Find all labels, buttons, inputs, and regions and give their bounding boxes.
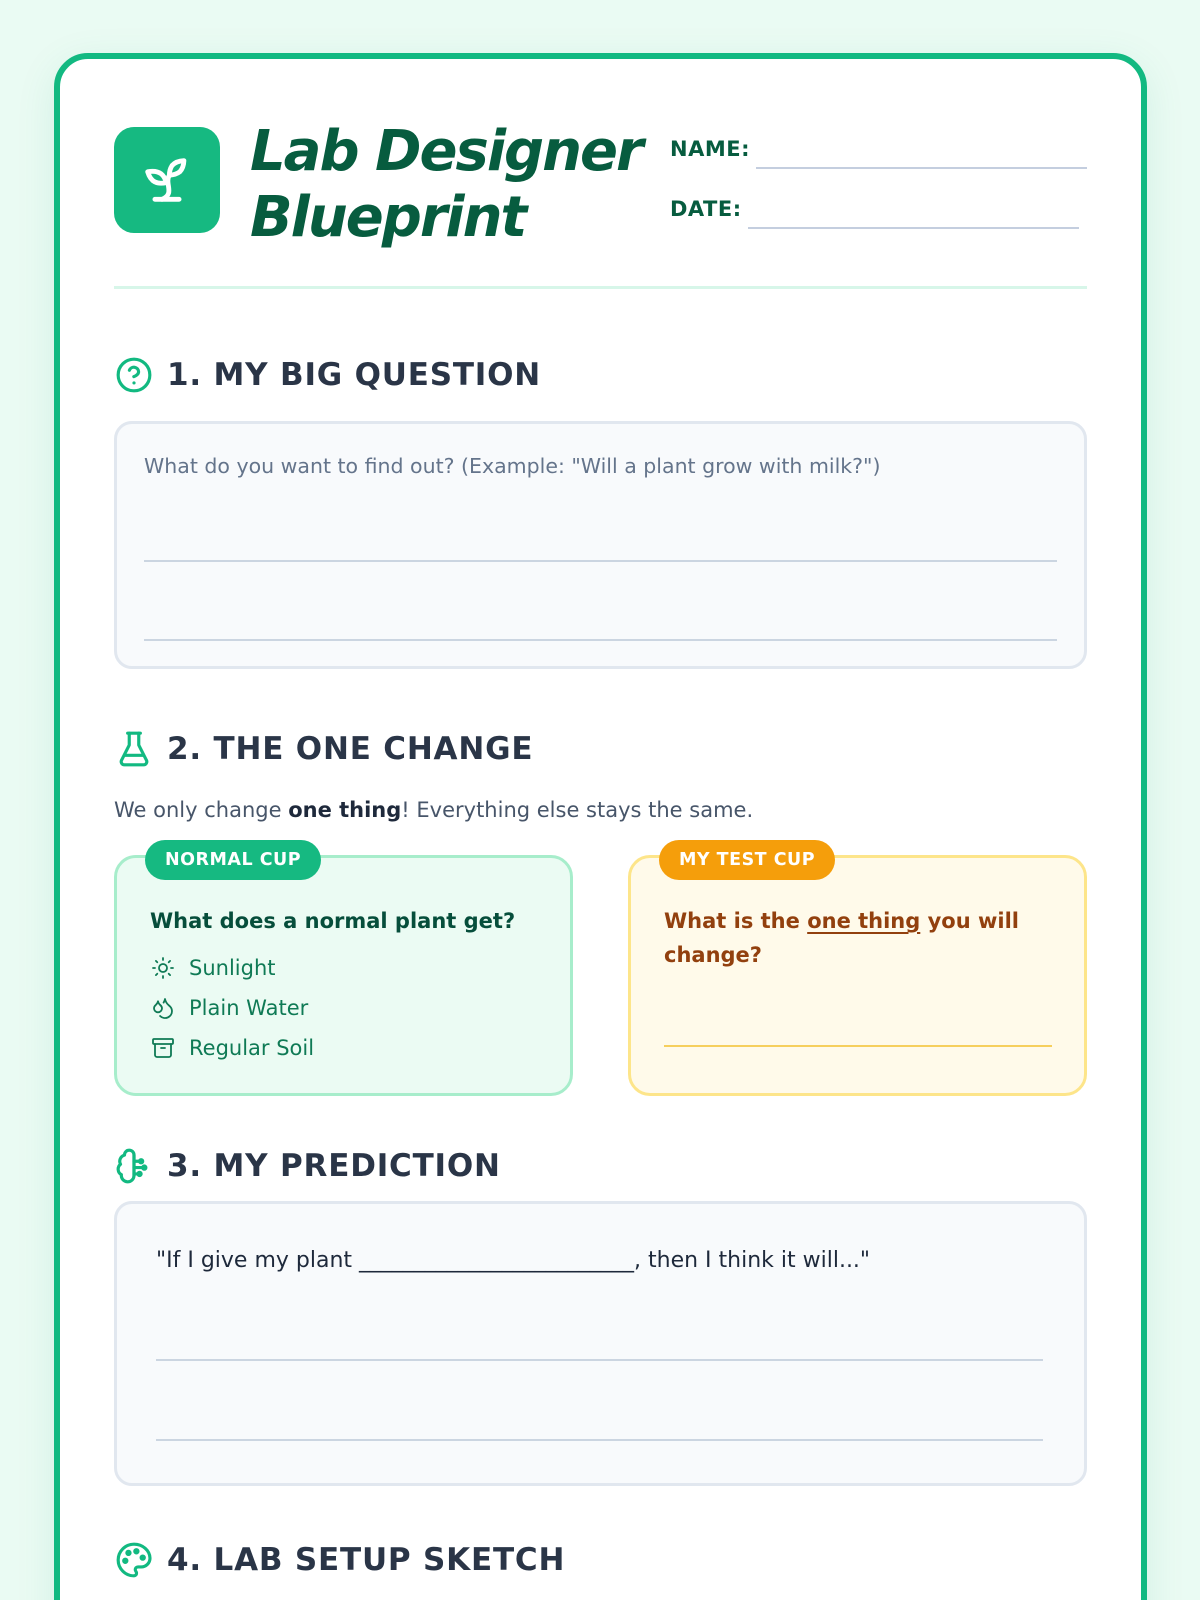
normal-cup-badge: NORMAL CUP xyxy=(145,840,321,880)
page-title xyxy=(250,119,642,251)
big-question-hint: What do you want to find out? (Example: "Will a plant grow with milk?") xyxy=(144,454,881,478)
one-change-description xyxy=(114,798,753,822)
sun-icon xyxy=(150,955,176,981)
title-line-2: Blueprint xyxy=(250,185,526,250)
desc-text: ! Everything else stays the same. xyxy=(401,798,754,822)
section-heading: 1. MY BIG QUESTION xyxy=(167,357,542,393)
flask-icon xyxy=(114,729,154,769)
question-emphasis: one thing xyxy=(807,909,921,933)
normal-cup-list xyxy=(150,948,314,1068)
section-one-change xyxy=(114,729,533,769)
desc-text: We only change xyxy=(114,798,289,822)
palette-icon xyxy=(114,1540,154,1580)
worksheet-card xyxy=(54,53,1147,1600)
list-item xyxy=(150,988,314,1028)
big-question-answer-box[interactable] xyxy=(114,421,1087,669)
question-text: What is the xyxy=(664,909,808,933)
writing-line xyxy=(144,560,1057,562)
section-heading: 3. MY PREDICTION xyxy=(167,1148,501,1184)
section-big-question xyxy=(114,355,541,395)
list-item xyxy=(150,1028,314,1068)
title-line-1: Lab Designer xyxy=(250,119,642,184)
list-item xyxy=(150,948,314,988)
droplets-icon xyxy=(150,995,176,1021)
brain-icon xyxy=(114,1146,154,1186)
writing-line xyxy=(144,639,1057,641)
writing-line xyxy=(156,1359,1043,1361)
section-heading: 2. THE ONE CHANGE xyxy=(167,731,534,767)
date-label: DATE: xyxy=(670,197,742,221)
desc-emphasis: one thing xyxy=(288,798,402,822)
writing-line xyxy=(156,1439,1043,1441)
list-item-label: Plain Water xyxy=(189,996,309,1020)
test-cup-answer-line[interactable] xyxy=(664,1045,1052,1047)
name-field[interactable] xyxy=(756,167,1087,169)
question-circle-icon xyxy=(114,355,154,395)
prediction-answer-box[interactable] xyxy=(114,1201,1087,1486)
sprout-icon xyxy=(114,127,220,233)
normal-cup-card xyxy=(114,850,573,1096)
name-label: NAME: xyxy=(670,137,750,161)
list-item-label: Regular Soil xyxy=(189,1036,315,1060)
test-cup-badge: MY TEST CUP xyxy=(659,840,835,880)
question-text: you will change? xyxy=(664,909,1019,967)
archive-box-icon xyxy=(150,1035,176,1061)
normal-cup-question: What does a normal plant get? xyxy=(150,909,516,933)
test-cup-card xyxy=(628,850,1087,1096)
list-item-label: Sunlight xyxy=(189,956,276,980)
prediction-prompt: "If I give my plant _________________________, then I think it will..." xyxy=(156,1248,871,1273)
section-prediction xyxy=(114,1146,501,1186)
date-field[interactable] xyxy=(748,227,1079,229)
test-cup-question xyxy=(664,904,1024,972)
section-lab-sketch xyxy=(114,1540,565,1580)
header-divider xyxy=(114,286,1087,289)
section-heading: 4. LAB SETUP SKETCH xyxy=(167,1542,566,1578)
